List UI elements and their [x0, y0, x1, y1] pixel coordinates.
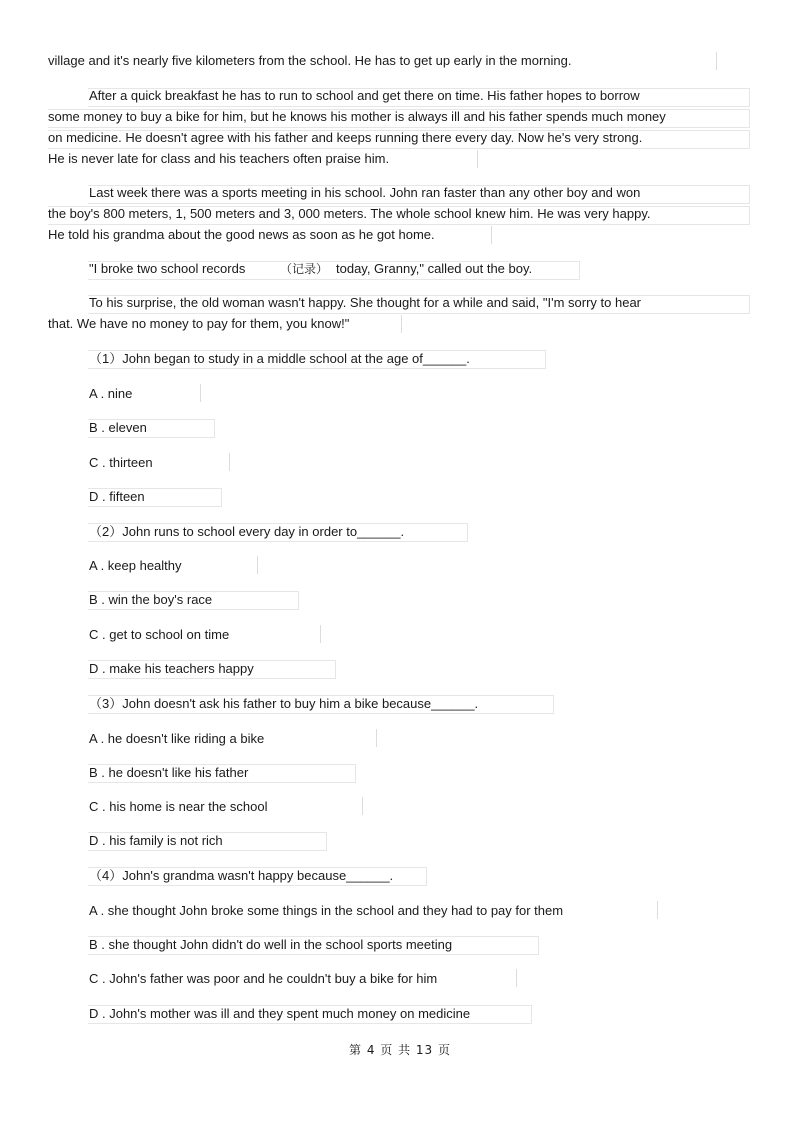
option-c[interactable]: C . his home is near the school: [89, 799, 268, 814]
passage-line: He is never late for class and his teachers often praise him.: [48, 151, 390, 166]
box-edge: [200, 384, 201, 402]
box-edge: [516, 969, 517, 987]
option-a[interactable]: A . she thought John broke some things in the school and they had to pay for them: [89, 903, 564, 918]
passage-line: on medicine. He doesn't agree with his father and keeps running there every day. Now he's very strong.: [48, 130, 643, 145]
box-edge: [657, 901, 658, 919]
box-edge: [376, 729, 377, 747]
option-a[interactable]: A . nine: [89, 386, 133, 401]
annotation-note: （记录）: [280, 262, 329, 276]
box-edge: [362, 797, 363, 815]
page-footer: 第 4 页 共 13 页: [349, 1043, 451, 1057]
option-c[interactable]: C . John's father was poor and he couldn't buy a bike for him: [89, 971, 438, 986]
box-edge: [229, 453, 230, 471]
passage-line: that. We have no money to pay for them, you know!": [48, 316, 350, 331]
option-a[interactable]: A . he doesn't like riding a bike: [89, 731, 265, 746]
question-stem: （2）John runs to school every day in order to______.: [89, 524, 405, 539]
option-a[interactable]: A . keep healthy: [89, 558, 182, 573]
box-edge: [320, 625, 321, 643]
option-d[interactable]: D . fifteen: [89, 489, 145, 504]
option-c[interactable]: C . thirteen: [89, 455, 153, 470]
question-stem: （1）John began to study in a middle school at the age of______.: [89, 351, 470, 366]
passage-line: To his surprise, the old woman wasn't happy. She thought for a while and said, "I'm sorry to hear: [89, 295, 642, 310]
option-b[interactable]: B . win the boy's race: [89, 592, 213, 607]
passage-line: After a quick breakfast he has to run to school and get there on time. His father hopes to borrow: [89, 88, 640, 103]
box-edge: [477, 150, 478, 168]
box-edge: [491, 226, 492, 244]
passage-line: village and it's nearly five kilometers from the school. He has to get up early in the morning.: [48, 53, 572, 68]
box-edge: [716, 52, 717, 70]
passage-line: Last week there was a sports meeting in his school. John ran faster than any other boy and won: [89, 185, 641, 200]
option-b[interactable]: B . he doesn't like his father: [89, 765, 249, 780]
option-b[interactable]: B . she thought John didn't do well in the school sports meeting: [89, 937, 453, 952]
question-stem: （4）John's grandma wasn't happy because______.: [89, 868, 394, 883]
passage-line: He told his grandma about the good news as soon as he got home.: [48, 227, 435, 242]
passage-line: some money to buy a bike for him, but he knows his mother is always ill and his father spends much money: [48, 109, 666, 124]
option-d[interactable]: D . his family is not rich: [89, 833, 223, 848]
box-edge: [257, 556, 258, 574]
passage-line: today, Granny," called out the boy.: [336, 261, 533, 276]
option-c[interactable]: C . get to school on time: [89, 627, 230, 642]
option-d[interactable]: D . make his teachers happy: [89, 661, 254, 676]
passage-line: "I broke two school records: [89, 261, 246, 276]
option-d[interactable]: D . John's mother was ill and they spent much money on medicine: [89, 1006, 471, 1021]
box-edge: [401, 315, 402, 333]
option-b[interactable]: B . eleven: [89, 420, 147, 435]
passage-line: the boy's 800 meters, 1, 500 meters and 3, 000 meters. The whole school knew him. He was very happy.: [48, 206, 651, 221]
question-stem: （3）John doesn't ask his father to buy him a bike because______.: [89, 696, 479, 711]
